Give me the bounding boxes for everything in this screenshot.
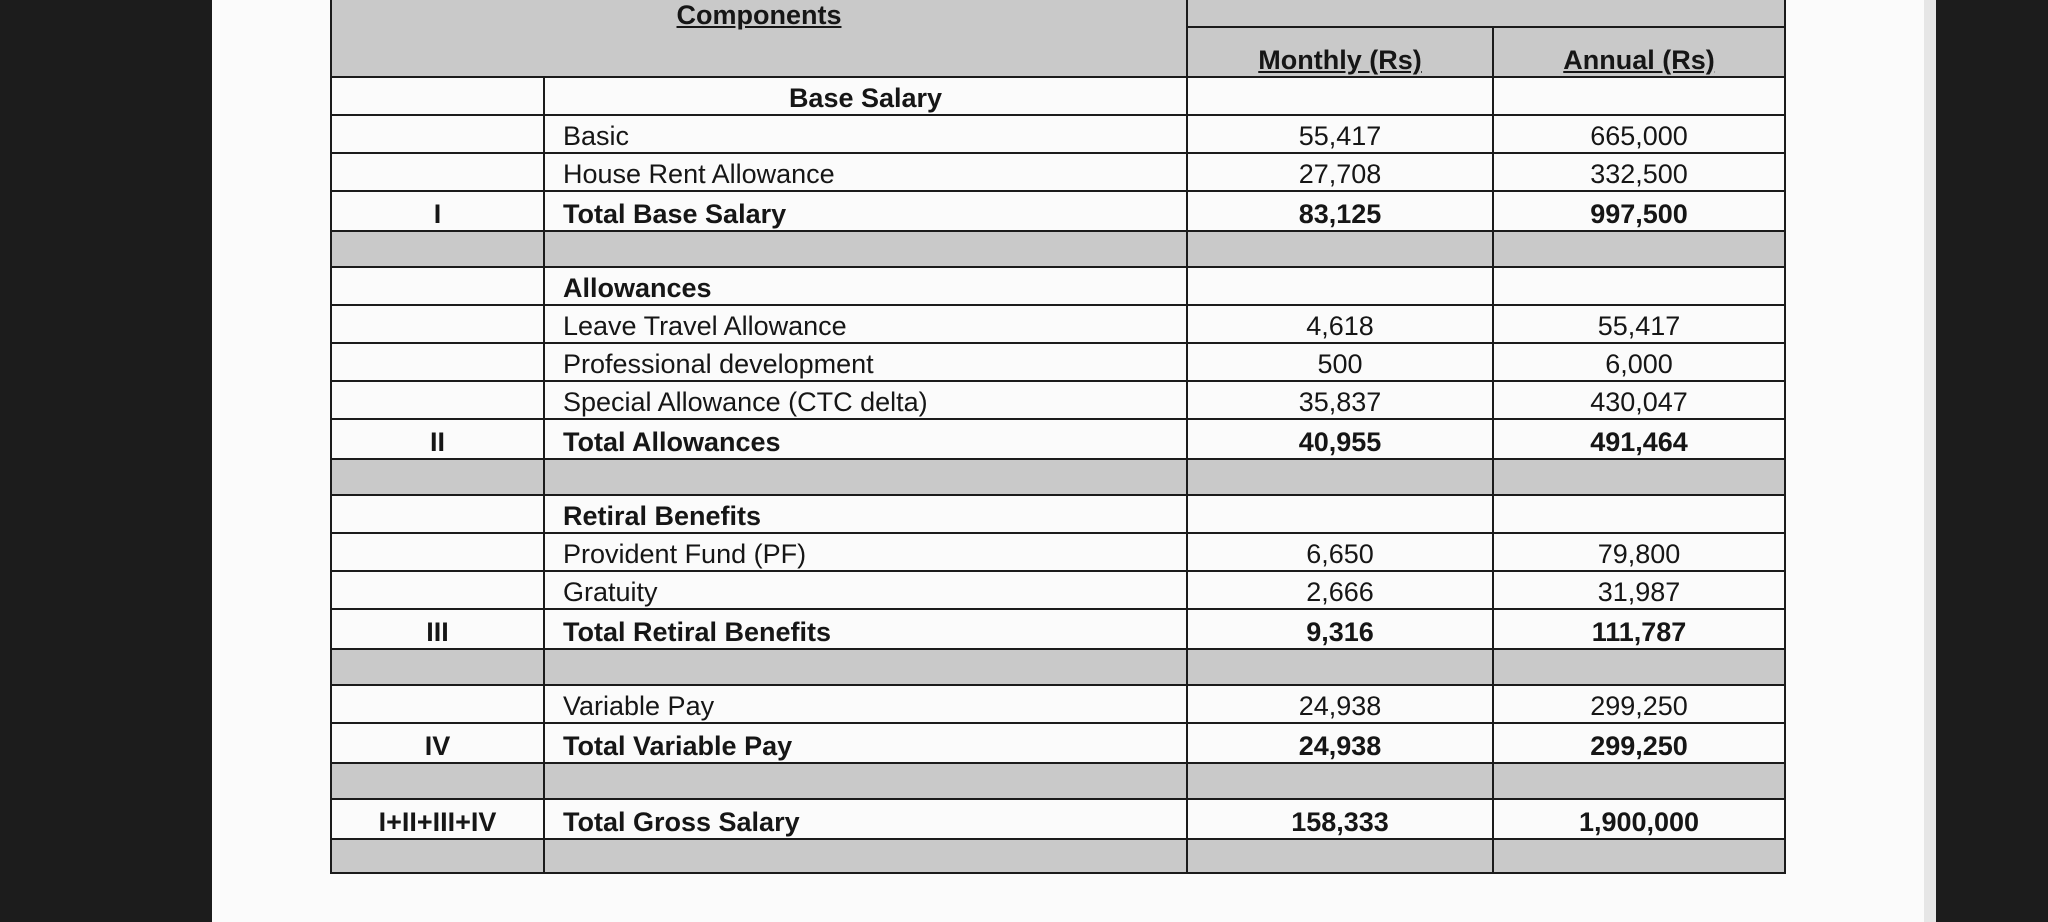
section-heading: Allowances	[544, 267, 1187, 305]
annual-total: 491,464	[1493, 419, 1785, 459]
total-label: Total Retiral Benefits	[544, 609, 1187, 649]
monthly-value: 6,650	[1187, 533, 1493, 571]
annual-value: 79,800	[1493, 533, 1785, 571]
monthly-value: 27,708	[1187, 153, 1493, 191]
annual-value: 31,987	[1493, 571, 1785, 609]
total-label: Total Variable Pay	[544, 723, 1187, 763]
monthly-header: Monthly (Rs)	[1187, 27, 1493, 77]
gross-total-label: Total Gross Salary	[544, 799, 1187, 839]
annual-value: 299,250	[1493, 685, 1785, 723]
monthly-value: 35,837	[1187, 381, 1493, 419]
total-row	[331, 419, 1785, 459]
amount-header-band	[1187, 0, 1785, 27]
table-row	[331, 381, 1785, 419]
annual-total: 299,250	[1493, 723, 1785, 763]
monthly-value: 2,666	[1187, 571, 1493, 609]
annual-header: Annual (Rs)	[1493, 27, 1785, 77]
row-label: Leave Travel Allowance	[544, 305, 1187, 343]
roman-numeral: I+II+III+IV	[331, 799, 544, 839]
roman-numeral: I	[331, 191, 544, 231]
total-label: Total Base Salary	[544, 191, 1187, 231]
row-label: Special Allowance (CTC delta)	[544, 381, 1187, 419]
annual-total: 997,500	[1493, 191, 1785, 231]
total-row	[331, 609, 1785, 649]
total-row	[331, 191, 1785, 231]
section-heading: Retiral Benefits	[544, 495, 1187, 533]
annual-value: 55,417	[1493, 305, 1785, 343]
row-label: Professional development	[544, 343, 1187, 381]
gross-total-row	[331, 799, 1785, 839]
salary-table	[330, 0, 1786, 874]
monthly-value: 55,417	[1187, 115, 1493, 153]
table-row	[331, 343, 1785, 381]
section-heading-row	[331, 267, 1785, 305]
roman-numeral: III	[331, 609, 544, 649]
roman-numeral: IV	[331, 723, 544, 763]
separator-row	[331, 649, 1785, 685]
page-edge	[1924, 0, 1936, 922]
gross-annual-total: 1,900,000	[1493, 799, 1785, 839]
row-label: Gratuity	[544, 571, 1187, 609]
monthly-value: 500	[1187, 343, 1493, 381]
annual-value: 665,000	[1493, 115, 1785, 153]
separator-row	[331, 459, 1785, 495]
row-label: Basic	[544, 115, 1187, 153]
annual-value: 332,500	[1493, 153, 1785, 191]
roman-numeral: II	[331, 419, 544, 459]
components-header: Components	[331, 0, 1187, 77]
total-row	[331, 723, 1785, 763]
table-row	[331, 685, 1785, 723]
table-header-row	[331, 0, 1785, 27]
section-heading-row	[331, 495, 1785, 533]
table-row	[331, 533, 1785, 571]
separator-row	[331, 231, 1785, 267]
separator-row	[331, 763, 1785, 799]
total-label: Total Allowances	[544, 419, 1187, 459]
annual-value: 6,000	[1493, 343, 1785, 381]
monthly-total: 9,316	[1187, 609, 1493, 649]
monthly-total: 83,125	[1187, 191, 1493, 231]
table-row	[331, 153, 1785, 191]
monthly-total: 40,955	[1187, 419, 1493, 459]
monthly-value: 24,938	[1187, 685, 1493, 723]
row-label: Provident Fund (PF)	[544, 533, 1187, 571]
section-heading-row	[331, 77, 1785, 115]
table-row	[331, 305, 1785, 343]
table-row	[331, 115, 1785, 153]
row-label: House Rent Allowance	[544, 153, 1187, 191]
monthly-value: 4,618	[1187, 305, 1493, 343]
roman-cell	[331, 77, 544, 115]
table-row	[331, 571, 1785, 609]
section-heading: Base Salary	[544, 77, 1187, 115]
separator-row	[331, 839, 1785, 873]
annual-total: 111,787	[1493, 609, 1785, 649]
annual-value: 430,047	[1493, 381, 1785, 419]
row-label: Variable Pay	[544, 685, 1187, 723]
gross-monthly-total: 158,333	[1187, 799, 1493, 839]
monthly-total: 24,938	[1187, 723, 1493, 763]
